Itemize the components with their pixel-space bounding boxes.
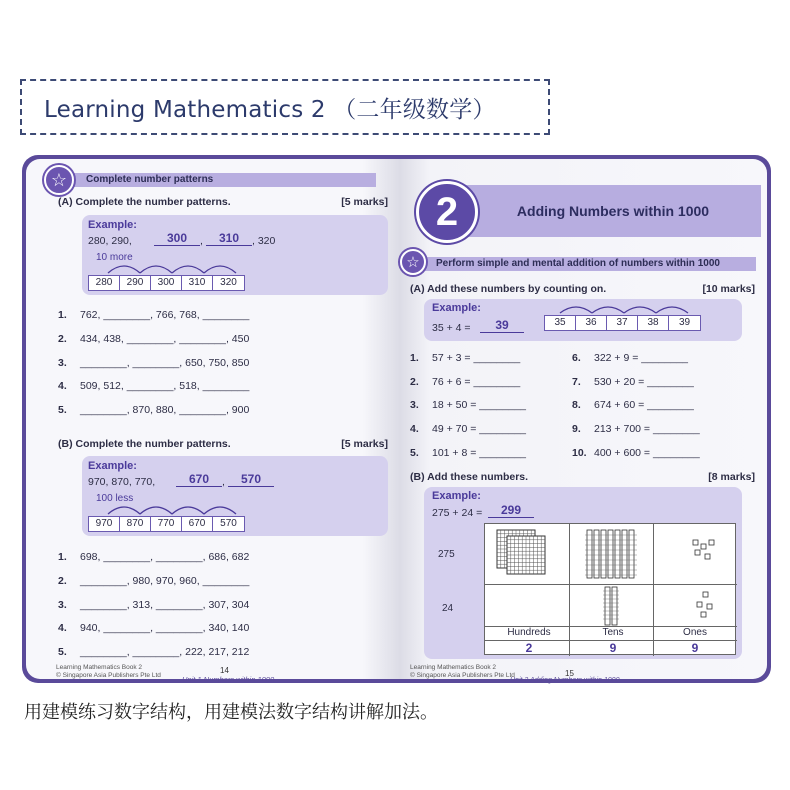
left-page xyxy=(26,159,400,684)
hundreds-block-icon xyxy=(505,534,549,578)
list-item[interactable]: 5. ________, 870, 880, ________, 900 xyxy=(58,404,250,416)
col-label-tens: Tens xyxy=(602,627,624,638)
example-title: Example: xyxy=(432,302,481,314)
example-answer: 39 xyxy=(480,318,524,333)
total-tens: 9 xyxy=(609,641,617,655)
tens-rods-icon xyxy=(585,528,641,580)
star-icon: ☆ xyxy=(44,165,74,195)
footer-line-1: Learning Mathematics Book 2 xyxy=(410,664,496,671)
right-page xyxy=(400,159,767,684)
list-item[interactable]: 2. ________, 980, 970, 960, ________ xyxy=(58,575,250,587)
part-b-heading: (B) Complete the number patterns. [5 marks] xyxy=(58,438,388,450)
list-item[interactable]: 5. 101 + 8 = ________ xyxy=(410,447,527,459)
unit-label: Unit 2 Adding Numbers within 1000 xyxy=(510,677,620,684)
banner-title: Learning Mathematics 2 （二年级数学） xyxy=(44,96,496,123)
title-banner xyxy=(20,79,550,135)
part-b-marks: [5 marks] xyxy=(341,438,388,450)
list-item[interactable]: 9. 213 + 700 = ________ xyxy=(572,423,700,435)
section-title-bar: Complete number patterns xyxy=(56,173,376,187)
ones-cubes-icon xyxy=(691,538,721,564)
arc-arrows-icon xyxy=(102,259,262,275)
example-answer-2: 570 xyxy=(228,472,274,487)
part-a-marks: [10 marks] xyxy=(702,283,755,295)
chapter-number: 2 xyxy=(416,181,478,243)
list-item[interactable]: 6. 322 + 9 = ________ xyxy=(572,352,689,364)
col-label-hundreds: Hundreds xyxy=(507,627,551,638)
list-item[interactable]: 3. ________, 313, ________, 307, 304 xyxy=(58,599,250,611)
part-a-heading: (A) Complete the number patterns. [5 marks] xyxy=(58,196,388,208)
list-item[interactable]: 1. 762, ________, 766, 768, ________ xyxy=(58,309,250,321)
list-item[interactable]: 3. ________, ________, 650, 750, 850 xyxy=(58,357,250,369)
example-box-b: Example: 970, 870, 770, 670 , 570 100 less 970 870 770 670 570 xyxy=(82,456,388,536)
list-item[interactable]: 8. 674 + 60 = ________ xyxy=(572,399,694,411)
part-a-marks: [5 marks] xyxy=(341,196,388,208)
unit-label: Unit 1 Numbers within 1000 xyxy=(182,675,275,684)
example-answer-2: 310 xyxy=(206,231,252,246)
example-answer-1: 300 xyxy=(154,231,200,246)
footer-line-2: © Singapore Asia Publishers Pte Ltd xyxy=(410,672,515,679)
chapter-title: Adding Numbers within 1000 xyxy=(465,185,761,237)
row-label-24: 24 xyxy=(442,603,454,614)
example-box-d xyxy=(424,487,742,659)
list-item[interactable]: 2. 76 + 6 = ________ xyxy=(410,376,521,388)
number-boxes-b: 970 870 770 670 570 xyxy=(88,516,245,532)
list-item[interactable]: 4. 509, 512, ________, 518, ________ xyxy=(58,380,250,392)
section-title-bar: Perform simple and mental addition of numbers within 1000 xyxy=(410,257,756,271)
list-item[interactable]: 5. ________, ________, 222, 217, 212 xyxy=(58,646,250,658)
list-item[interactable]: 1. 698, ________, ________, 686, 682 xyxy=(58,551,250,563)
example-expression: 275 + 24 = xyxy=(432,507,483,519)
example-sequence-end: , 320 xyxy=(252,235,276,247)
part-b-heading: (B) Add these numbers. [8 marks] xyxy=(410,471,755,483)
place-value-table xyxy=(484,523,736,655)
tens-rods-icon xyxy=(603,586,619,626)
caption-text: 用建模练习数字结构，用建模法数字结构讲解加法。 xyxy=(24,702,438,723)
example-title: Example: xyxy=(88,219,137,231)
number-boxes-c: 35 36 37 38 39 xyxy=(544,315,701,331)
list-item[interactable]: 4. 940, ________, ________, 340, 140 xyxy=(58,622,250,634)
row-label-275: 275 xyxy=(438,549,455,560)
part-a-heading: (A) Add these numbers by counting on. [10 marks] xyxy=(410,283,755,295)
example-expression: 35 + 4 = xyxy=(432,322,471,334)
step-label: 10 more xyxy=(96,252,133,263)
list-item[interactable]: 1. 57 + 3 = ________ xyxy=(410,352,521,364)
list-item[interactable]: 4. 49 + 70 = ________ xyxy=(410,423,527,435)
page-number: 15 xyxy=(565,669,574,678)
arc-arrows-icon xyxy=(544,301,704,315)
total-ones: 9 xyxy=(691,641,699,655)
example-title: Example: xyxy=(88,460,137,472)
example-sequence-start: 970, 870, 770, xyxy=(88,476,156,488)
number-boxes-a: 280 290 300 310 320 xyxy=(88,275,245,291)
example-title: Example: xyxy=(432,490,481,502)
col-label-ones: Ones xyxy=(683,627,707,638)
part-b-marks: [8 marks] xyxy=(708,471,755,483)
page-number: 14 xyxy=(220,666,229,675)
example-sequence-start: 280, 290, xyxy=(88,235,132,247)
list-item[interactable]: 2. 434, 438, ________, ________, 450 xyxy=(58,333,250,345)
arc-arrows-icon xyxy=(102,500,262,516)
ones-cubes-icon xyxy=(691,590,721,620)
footer-line-1: Learning Mathematics Book 2 xyxy=(56,664,142,671)
star-icon: ☆ xyxy=(400,249,426,275)
list-item[interactable]: 3. 18 + 50 = ________ xyxy=(410,399,527,411)
total-hundreds: 2 xyxy=(525,641,533,655)
example-box-a: Example: 280, 290, 300 , 310 , 320 10 more 280 290 300 310 320 xyxy=(82,215,388,295)
list-item[interactable]: 10. 400 + 600 = ________ xyxy=(572,447,700,459)
example-answer-1: 670 xyxy=(176,472,222,487)
footer-line-2: © Singapore Asia Publishers Pte Ltd xyxy=(56,672,161,679)
workbook-spread xyxy=(22,155,771,683)
step-label: 100 less xyxy=(96,493,134,504)
example-answer: 299 xyxy=(488,503,534,518)
example-box-c xyxy=(424,299,742,341)
list-item[interactable]: 7. 530 + 20 = ________ xyxy=(572,376,694,388)
